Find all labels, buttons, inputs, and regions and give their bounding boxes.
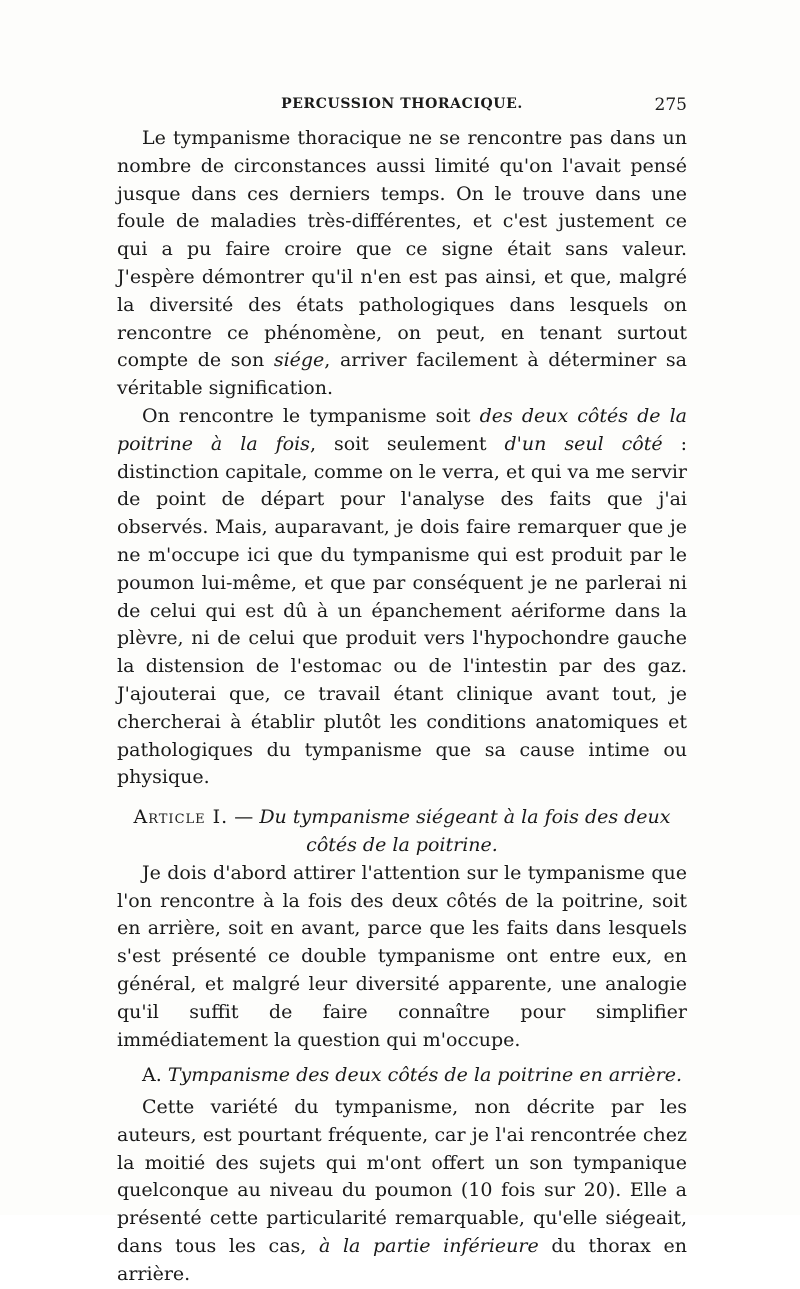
article-heading	[117, 804, 687, 860]
article-dash: —	[228, 806, 260, 829]
paragraph-4-text-a: Cette variété du tympanisme, non décrite par les auteurs, est pourtant fréquente, car je l'ai rencontrée chez la moitié des sujets qui m'ont offert un son tympanique quelconque au niveau du poumon (10 fois sur 20). Elle a présenté cette particularité remarquable, qu'elle siégeait, dans tous les cas,	[117, 1096, 687, 1258]
paragraph-1-emphasis: siége	[273, 349, 325, 372]
running-head: PERCUSSION THORACIQUE.	[281, 96, 523, 112]
paragraph-4	[117, 1094, 687, 1289]
paragraph-2-emphasis-2: d'un seul côté	[504, 432, 663, 455]
paragraph-1	[117, 125, 687, 403]
page-number: 275	[654, 95, 687, 115]
section-heading	[117, 1062, 687, 1090]
paragraph-2-text-a: On rencontre le tympanisme soit	[142, 404, 480, 427]
page-body	[117, 125, 687, 1289]
paragraph-2-emphasis-1: des deux côtés de la poitrine à la fois	[117, 404, 688, 455]
paragraph-2-text-b: , soit seulement	[309, 432, 505, 455]
paragraph-2-text-c: : distinction capitale, comme on le verra, et qui va me servir de point de départ pour l'analyse des faits que j'ai observés. Mais, auparavant, je dois faire remarquer que je ne m'occupe ici que du tympanisme qui est produit par le poumon lui-même, et que par conséquent je ne parlerai ni de celui qui est dû à un épanchement aériforme dans la plèvre, ni de celui que produit vers l'hypochondre gauche la distension de l'estomac ou de l'intestin par des gaz. J'ajouterai que, ce travail étant clinique avant tout, je chercherai à établir plutôt les conditions anatomiques et pathologiques du tympanisme que sa cause intime ou physique.	[117, 432, 687, 789]
article-title: Du tympanisme siégeant à la fois des deux côtés de la poitrine.	[259, 806, 671, 856]
paragraph-4-emphasis: à la partie inférieure	[318, 1235, 539, 1258]
page-header	[117, 96, 687, 118]
paragraph-2	[117, 403, 687, 792]
paragraph-1-text-a: Le tympanisme thoracique ne se rencontre pas dans un nombre de circonstances aussi limité qu'on l'avait pensé jusque dans ces derniers temps. On le trouve dans une foule de maladies très-différentes, et c'est justement ce qui a pu faire croire que ce signe était sans valeur. J'espère démontrer qu'il n'en est pas ainsi, et que, malgré la diversité des états pathologiques dans lesquels on rencontre ce phénomène, on peut, en tenant surtout compte de son	[117, 127, 687, 372]
section-label: A.	[142, 1064, 162, 1087]
paragraph-4-text-b: du thorax en arrière.	[117, 1235, 687, 1285]
paragraph-3: Je dois d'abord attirer l'attention sur le tympanisme que l'on rencontre à la fois des deux côtés de la poitrine, soit en arrière, soit en avant, parce que les faits dans lesquels s'est présenté ce double tympanisme ont entre eux, en général, et malgré leur diversité apparente, une analogie qu'il suffit de faire connaître pour simplifier immédiatement la question qui m'occupe.	[117, 861, 687, 1051]
section-title: Tympanisme des deux côtés de la poitrine en arrière.	[167, 1064, 683, 1087]
article-label: Article I.	[133, 806, 229, 829]
paragraph-1-text-b: , arriver facilement à déterminer sa véritable signification.	[117, 349, 687, 400]
